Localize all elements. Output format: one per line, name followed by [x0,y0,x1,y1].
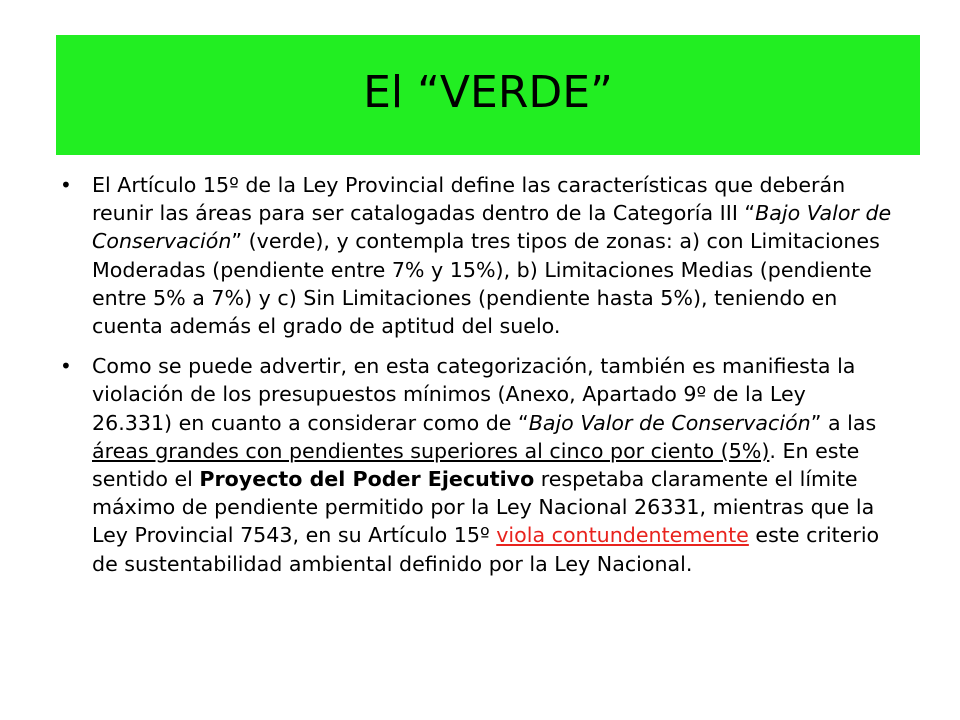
bullet-1-italic-term: Bajo Valor de Conservación [92,201,892,254]
bullet-2-text-c: . En este sentido el [92,438,860,492]
bullet-1-text-b: ” (verde), y contempla tres tipos de zonas: a) con Limitaciones Moderadas (pendiente entre 7% y 15%), b) Limitaciones Medias (pendiente entre 5% a 7%) y c) Sin Limitaciones (pendiente hasta 5%), teniendo en cuenta además el grado de aptitud del suelo. [92,229,880,339]
bullet-2-bold-phrase: Proyecto del Poder Ejecutivo [199,467,535,492]
bullet-2-text-d: respetaba claramente el límite máximo de pendiente permitido por la Ley Nacional 26331, mientras que la Ley Provincial 7543, en su Artículo 15º [92,467,875,548]
bullet-item-1 [60,171,892,340]
bullet-2-text-a: Como se puede advertir, en esta categorización, también es manifiesta la violación de los presupuestos mínimos (Anexo, Apartado 9º de la Ley 26.331) en cuanto a considerar como de “ [92,354,856,435]
bullet-icon: • [60,354,72,379]
slide-title-bar [56,35,920,155]
bullet-2-italic-term: Bajo Valor de Conservación [528,410,811,435]
slide-body [60,171,892,590]
bullet-2-text-e: este criterio de sustentabilidad ambiental definido por la Ley Nacional. [92,523,880,576]
bullet-1-text-a: El Artículo 15º de la Ley Provincial define las características que deberán reunir las áreas para ser catalogadas dentro de la Categoría III “ [92,173,846,226]
bullet-2-text-b: ” a las [810,410,877,435]
bullet-2-underlined-phrase: áreas grandes con pendientes superiores al cinco por ciento (5%) [92,438,770,463]
bullet-item-2 [60,352,892,578]
bullet-2-red-link[interactable]: viola contundentemente [496,523,749,548]
bullet-icon: • [60,173,72,197]
slide-title: El “VERDE” [363,67,613,118]
